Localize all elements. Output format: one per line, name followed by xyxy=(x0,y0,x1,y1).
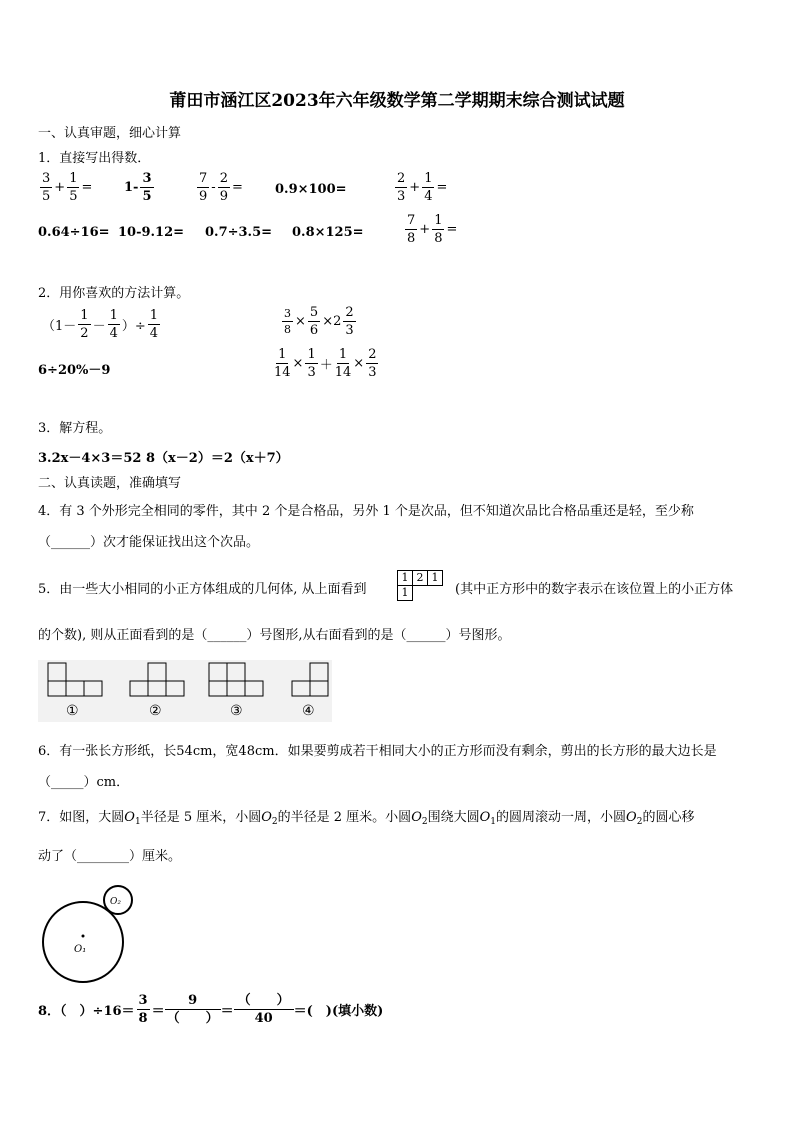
q2-label: 2．用你喜欢的方法计算。 xyxy=(38,286,190,301)
q5-text-pre: 5．由一些大小相同的小正方体组成的几何体, 从上面看到 xyxy=(38,582,367,597)
q2-expr3: 6÷20%－9 xyxy=(38,363,111,378)
q1-r1-c: $\frac{7}{9}$ - $\frac{2}{9}$ = xyxy=(199,171,243,204)
q6-line2: （_____）cm． xyxy=(38,775,130,790)
q1-r2-b: 10-9.12= xyxy=(118,225,185,240)
q1-r2-d: 0.8×125= xyxy=(292,225,364,240)
q5-line2: 的个数), 则从正面看到的是（______）号图形,从右面看到的是（______）号图形。 xyxy=(38,628,511,643)
q7-circles-diagram xyxy=(38,880,148,992)
q6-line1: 6．有一张长方形纸，长54cm，宽48cm．如果要剪成若干相同大小的正方形而没有剩余，剪出的长方形的最大边长是 xyxy=(38,744,717,759)
q7-line1: 7．如图，大圆$O_1$半径是 5 厘米，小圆$O_2$的半径是 2 厘米。小圆$O_2$围绕大圆$O_1$的圆周滚动一周，小圆$O_2$的圆心移 xyxy=(38,810,695,827)
small-circle-label: O₂ xyxy=(110,897,121,907)
page-title: 莆田市涵江区2023年六年级数学第二学期期末综合测试试题 xyxy=(169,91,625,111)
q1-label: 1．直接写出得数． xyxy=(38,151,151,166)
q1-r2-c: 0.7÷3.5= xyxy=(205,225,273,240)
q4-line2: （______）次才能保证找出这个次品。 xyxy=(38,535,260,550)
grid-cell: 1 xyxy=(428,571,443,586)
big-circle-label: O₁ xyxy=(74,944,87,955)
q8-expression: 8．（ ）÷16＝ $\frac{3}{8}$ ＝ $\frac{9}{( )}$ ＝ $\frac{( )}{40}$ ＝( )(填小数) xyxy=(38,993,384,1026)
section-1-heading: 一、认真审题，细心计算 xyxy=(38,126,182,141)
q7-line2: 动了（________）厘米。 xyxy=(38,849,182,864)
grid-cell: 2 xyxy=(413,571,428,586)
q2-expr4: $\frac{1}{14}$ × $\frac{1}{3}$ ＋ $\frac{1}{14}$ × $\frac{2}{3}$ xyxy=(274,347,377,380)
q1-r2-e: $\frac{7}{8}$ + $\frac{1}{8}$ = xyxy=(407,213,458,246)
q5-text-post: (其中正方形中的数字表示在该位置上的小正方体 xyxy=(455,582,734,597)
big-circle xyxy=(43,902,123,982)
q4-line1: 4．有 3 个外形完全相同的零件，其中 2 个是合格品，另外 1 个是次品，但不知道次品比合格品重还是轻，至少称 xyxy=(38,504,694,519)
q1-r1-e: $\frac{2}{3}$ + $\frac{1}{4}$ = xyxy=(397,171,448,204)
big-circle-center xyxy=(82,935,85,938)
q5-top-view-grid xyxy=(397,570,443,601)
figure-label: ③ xyxy=(230,703,243,719)
q2-expr1: （1－ $\frac{1}{2}$ － $\frac{1}{4}$ ）÷ $\frac{1}{4}$ xyxy=(42,308,159,341)
grid-cell: 1 xyxy=(398,571,413,586)
q5-figures-svg xyxy=(38,660,332,722)
q3-eq1: 3.2x－4×3＝52 xyxy=(38,451,142,466)
q5-figure-options xyxy=(38,660,332,722)
q1-r2-a: 0.64÷16= xyxy=(38,225,110,240)
section-2-heading: 二、认真读题，准确填写 xyxy=(38,476,182,491)
q1-r1-b: 1- $\frac{3}{5}$ xyxy=(124,171,152,204)
q2-expr2: $\frac{3}{8}$ × $\frac{5}{6}$ ×2 $\frac{2}{3}$ xyxy=(284,305,354,338)
q3-label: 3．解方程。 xyxy=(38,421,112,436)
figure-label: ④ xyxy=(302,703,315,719)
q1-r1-a: $\frac{3}{5}$ + $\frac{1}{5}$ = xyxy=(42,171,93,204)
q1-r1-d: 0.9×100= xyxy=(275,182,347,197)
q3-eq2: 8（x－2）＝2（x＋7） xyxy=(146,451,289,466)
grid-cell: 1 xyxy=(398,586,413,601)
figure-label: ① xyxy=(66,703,79,719)
figure-label: ② xyxy=(149,703,162,719)
